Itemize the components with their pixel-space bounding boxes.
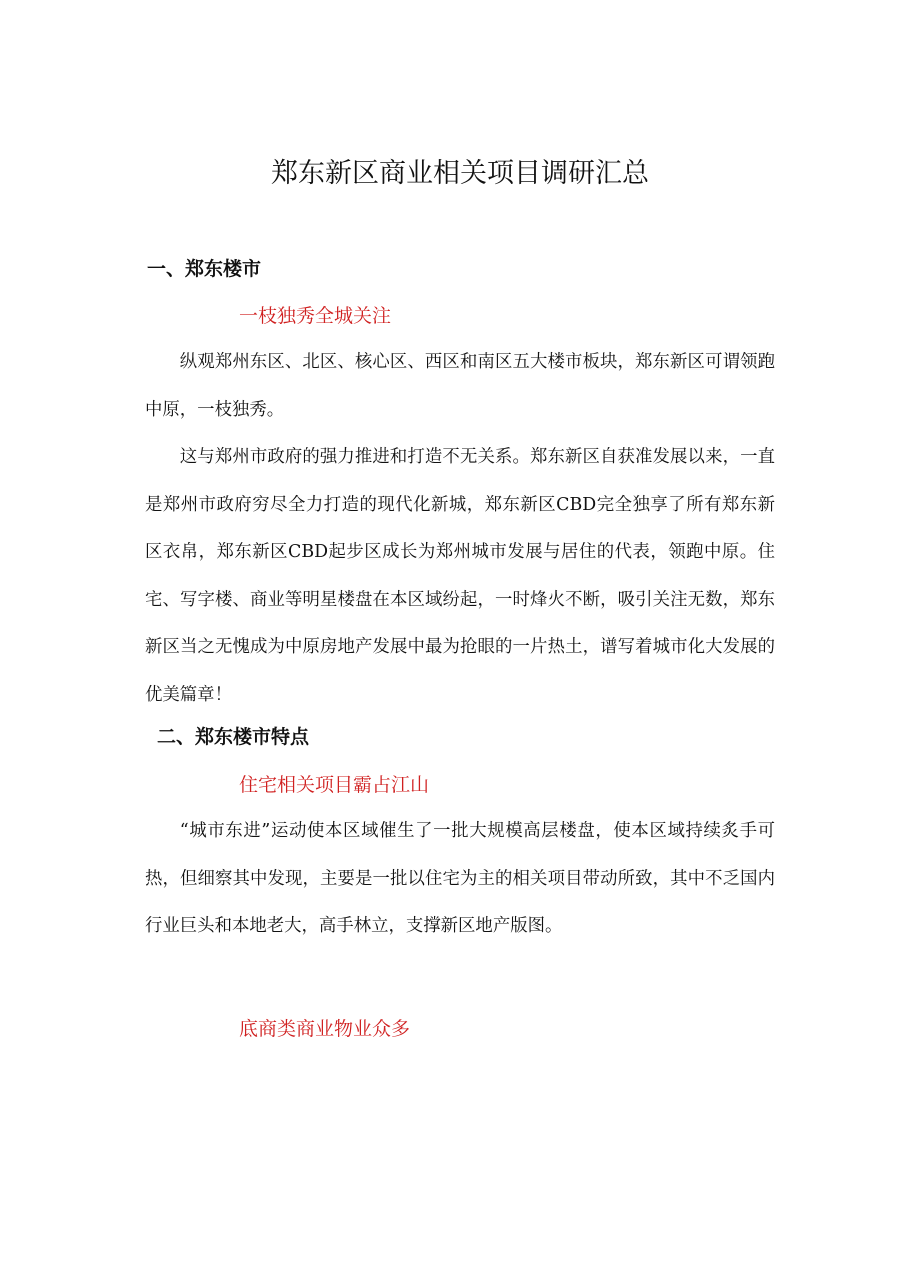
section-subheading-1: 一枝独秀全城关注 (239, 305, 392, 327)
section-heading-1: 一、郑东楼市 (147, 258, 262, 280)
paragraph-2: 这与郑州市政府的强力推进和打造不无关系。郑东新区自获准发展以来，一直是郑州市政府穷尽全力打造的现代化新城，郑东新区CBD完全独享了所有郑东新区衣帛，郑东新区CBD起步区成长为郑州城市发展与居住的代表，领跑中原。住宅、写字楼、商业等明星楼盘在本区域纷起，一时烽火不断，吸引关注无数，郑东新区当之无愧成为中原房地产发展中最为抢眼的一片热土，谱写着城市化大发展的优美篇章！ (145, 447, 775, 705)
paragraph-1: 纵观郑州东区、北区、核心区、西区和南区五大楼市板块，郑东新区可谓领跑中原，一枝独秀。 (145, 352, 775, 420)
section-heading-2: 二、郑东楼市特点 (157, 726, 310, 748)
document-title: 郑东新区商业相关项目调研汇总 (271, 158, 649, 189)
section-subheading-2: 住宅相关项目霸占江山 (239, 774, 430, 796)
section-subheading-3: 底商类商业物业众多 (239, 1018, 411, 1040)
paragraph-3: “城市东进”运动使本区域催生了一批大规模高层楼盘，使本区域持续炙手可热，但细察其中发现，主要是一批以住宅为主的相关项目带动所致，其中不乏国内行业巨头和本地老大，高手林立，支撑新区地产版图。 (145, 821, 775, 936)
